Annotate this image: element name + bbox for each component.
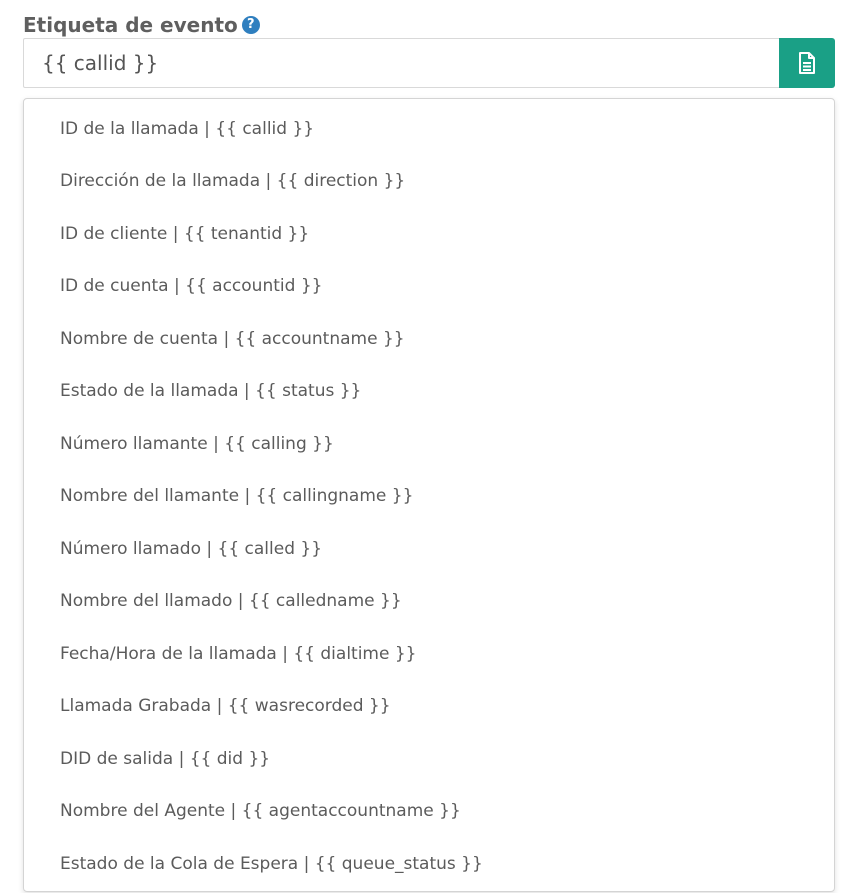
event-tag-input[interactable] bbox=[23, 38, 779, 88]
dropdown-option-accountname[interactable]: Nombre de cuenta | {{ accountname }} bbox=[60, 329, 405, 349]
dropdown-option-called[interactable]: Número llamado | {{ called }} bbox=[60, 539, 323, 559]
dropdown-option-tenantid[interactable]: ID de cliente | {{ tenantid }} bbox=[60, 224, 310, 244]
dropdown-option-queue-status[interactable]: Estado de la Cola de Espera | {{ queue_status }} bbox=[60, 854, 483, 874]
dropdown-option-callid[interactable]: ID de la llamada | {{ callid }} bbox=[60, 119, 315, 139]
event-tag-input-group bbox=[23, 38, 835, 88]
dropdown-option-agentaccountname[interactable]: Nombre del Agente | {{ agentaccountname }} bbox=[60, 801, 461, 821]
question-circle-icon[interactable]: ? bbox=[242, 16, 260, 34]
event-tag-label: Etiqueta de evento bbox=[23, 13, 238, 37]
variable-dropdown bbox=[23, 98, 835, 892]
field-label-row bbox=[23, 11, 260, 39]
dropdown-option-direction[interactable]: Dirección de la llamada | {{ direction }} bbox=[60, 171, 406, 191]
document-icon bbox=[798, 52, 816, 74]
dropdown-option-status[interactable]: Estado de la llamada | {{ status }} bbox=[60, 381, 362, 401]
dropdown-option-did[interactable]: DID de salida | {{ did }} bbox=[60, 749, 271, 769]
dropdown-option-callingname[interactable]: Nombre del llamante | {{ callingname }} bbox=[60, 486, 414, 506]
dropdown-option-calledname[interactable]: Nombre del llamado | {{ calledname }} bbox=[60, 591, 402, 611]
dropdown-option-accountid[interactable]: ID de cuenta | {{ accountid }} bbox=[60, 276, 323, 296]
dropdown-option-wasrecorded[interactable]: Llamada Grabada | {{ wasrecorded }} bbox=[60, 696, 391, 716]
insert-variable-button[interactable] bbox=[779, 38, 835, 88]
dropdown-option-calling[interactable]: Número llamante | {{ calling }} bbox=[60, 434, 334, 454]
dropdown-option-dialtime[interactable]: Fecha/Hora de la llamada | {{ dialtime }} bbox=[60, 644, 417, 664]
